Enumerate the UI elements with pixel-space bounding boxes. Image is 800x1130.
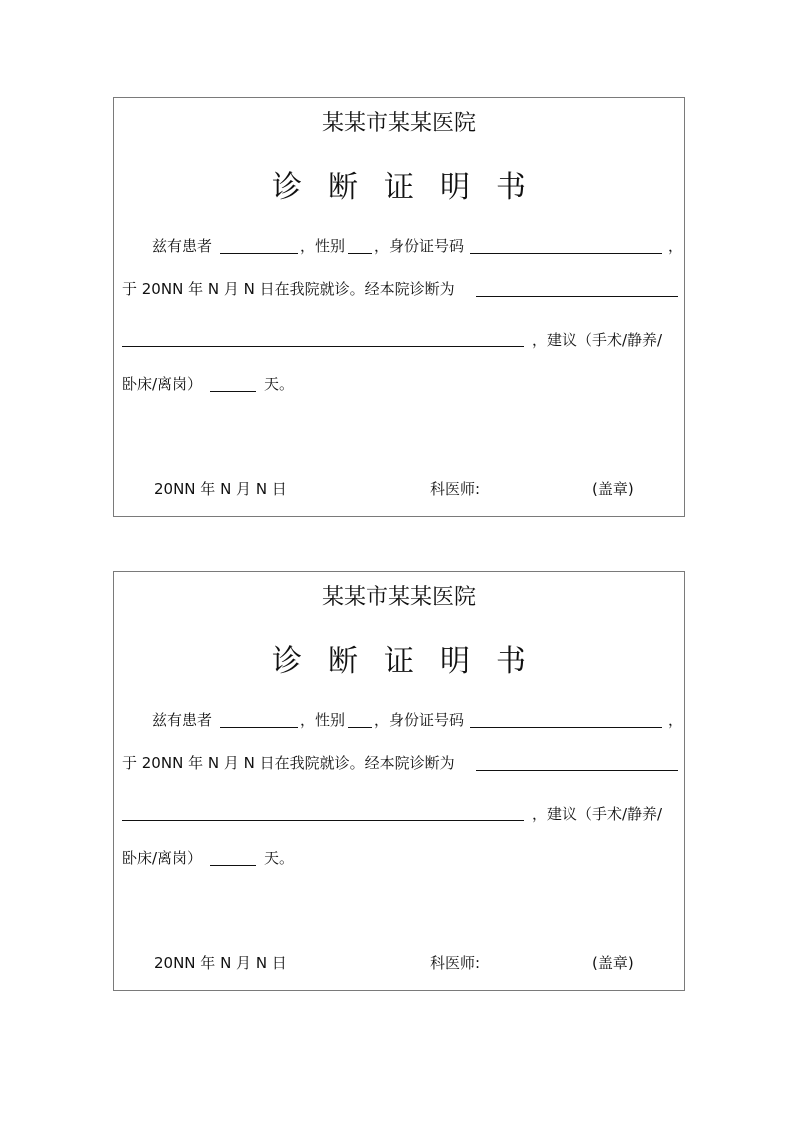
days-blank: [210, 865, 256, 866]
id-number-label: ，身份证号码: [374, 237, 465, 255]
days-blank: [210, 391, 256, 392]
suggestion-line: [114, 803, 684, 825]
leave-line: [114, 847, 684, 869]
doctor-label: 科医师:: [430, 480, 481, 498]
gender-blank: [348, 253, 372, 254]
patient-label: 兹有患者: [152, 237, 213, 255]
leave-type-text: 卧床/离岗）: [122, 375, 203, 393]
visit-text: 于 20NN 年 N 月 N 日在我院就诊。经本院诊断为: [122, 280, 455, 298]
hospital-name: 某某市某某医院: [321, 585, 476, 610]
visit-line: [114, 752, 684, 774]
patient-name-blank: [220, 253, 298, 254]
seal-label: (盖章): [592, 954, 634, 972]
diagnosis-blank: [476, 770, 678, 771]
days-suffix: 天。: [264, 375, 295, 393]
days-suffix: 天。: [264, 849, 295, 867]
issue-date: 20NN 年 N 月 N 日: [154, 954, 287, 972]
id-number-blank: [470, 727, 662, 728]
comma: ，: [668, 237, 684, 255]
visit-text: 于 20NN 年 N 月 N 日在我院就诊。经本院诊断为: [122, 754, 455, 772]
diagnosis-blank: [476, 296, 678, 297]
diagnosis-certificate: [113, 97, 685, 517]
diagnosis-blank-continued: [122, 346, 524, 347]
patient-label: 兹有患者: [152, 711, 213, 729]
gender-label: ，性别: [300, 237, 346, 255]
comma: ，: [668, 711, 684, 729]
id-number-blank: [470, 253, 662, 254]
gender-label: ，性别: [300, 711, 346, 729]
diagnosis-certificate: [113, 571, 685, 991]
visit-line: [114, 278, 684, 300]
suggestion-text: ，建议（手术/静养/: [532, 331, 663, 349]
issue-date: 20NN 年 N 月 N 日: [154, 480, 287, 498]
leave-type-text: 卧床/离岗）: [122, 849, 203, 867]
id-number-label: ，身份证号码: [374, 711, 465, 729]
certificate-title: 诊断证明书: [272, 644, 552, 679]
suggestion-line: [114, 329, 684, 351]
leave-line: [114, 373, 684, 395]
seal-label: (盖章): [592, 480, 634, 498]
certificate-title: 诊断证明书: [272, 170, 552, 205]
patient-line: [114, 235, 684, 257]
certificate-footer: [114, 478, 684, 500]
suggestion-text: ，建议（手术/静养/: [532, 805, 663, 823]
diagnosis-blank-continued: [122, 820, 524, 821]
doctor-label: 科医师:: [430, 954, 481, 972]
hospital-name: 某某市某某医院: [321, 111, 476, 136]
gender-blank: [348, 727, 372, 728]
certificate-footer: [114, 952, 684, 974]
patient-line: [114, 709, 684, 731]
patient-name-blank: [220, 727, 298, 728]
